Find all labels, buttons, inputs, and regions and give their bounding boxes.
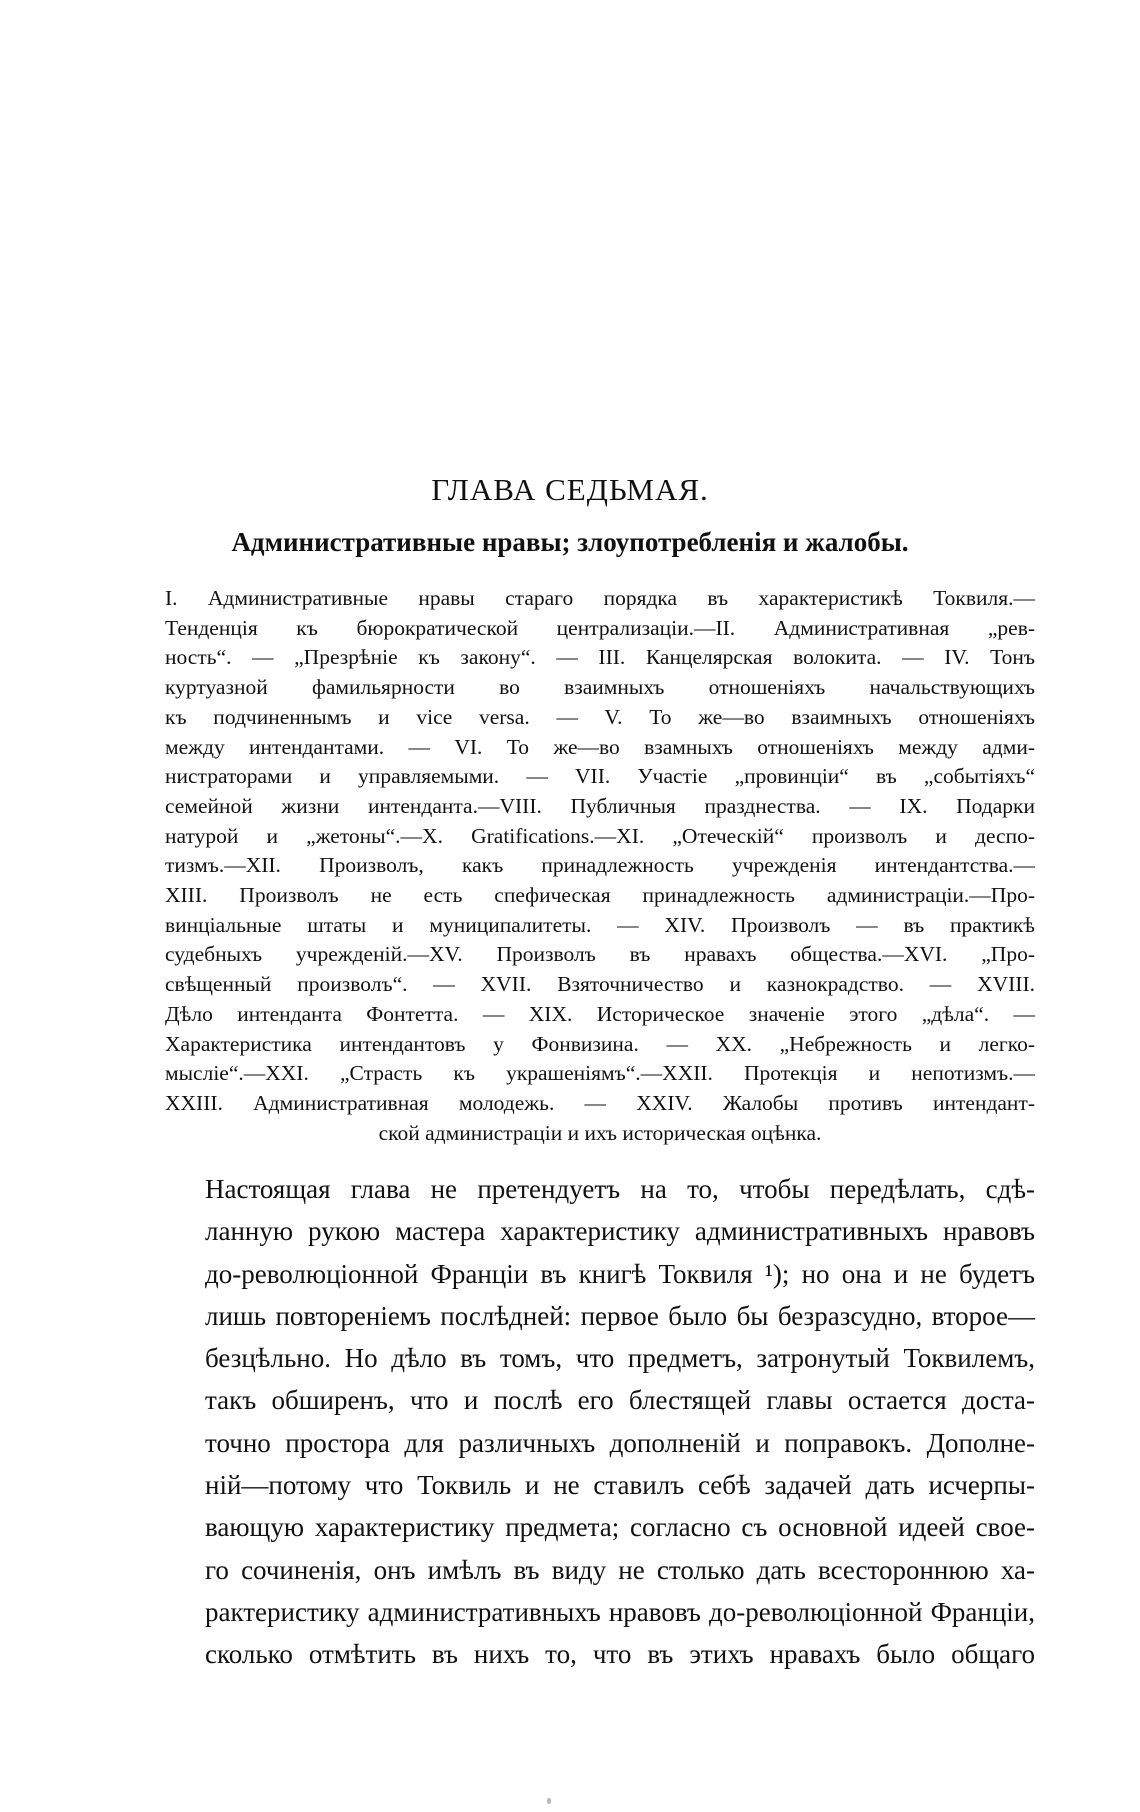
summary-line: XIII. Произволъ не есть спефическая принадлежность администраціи.—Про- <box>165 883 1035 908</box>
summary-line: мысліе“.—XXI. „Страсть къ украшеніямъ“.—XXII. Протекція и непотизмъ.— <box>165 1061 1035 1086</box>
body-line: вающую характеристику предмета; согласно съ основной идеей свое- <box>205 1512 1035 1543</box>
body-line: ній—потому что Токвиль и не ставилъ себѣ задачей дать исчерпы- <box>205 1470 1035 1501</box>
summary-line: ность“. — „Презрѣніе къ закону“. — III. Канцелярская волокита. — IV. Тонъ <box>165 645 1035 670</box>
summary-line: Дѣло интенданта Фонтетта. — XIX. Историческое значеніе этого „дѣла“. — <box>165 1001 1035 1026</box>
summary-line: Тенденція къ бюрократической централизаціи.—II. Административная „рев- <box>165 615 1035 640</box>
chapter-title: ГЛАВА СЕДЬМАЯ. <box>431 472 709 507</box>
chapter-summary <box>165 584 1035 1148</box>
summary-line: тизмъ.—XII. Произволъ, какъ принадлежность учрежденія интендантства.— <box>165 853 1035 878</box>
summary-line: куртуазной фамильярности во взаимныхъ отношеніяхъ начальствующихъ <box>165 675 1035 700</box>
body-line: лишь повтореніемъ послѣдней: первое было бы безразсудно, второе— <box>205 1300 1035 1331</box>
summary-line: судебныхъ учрежденій.—XV. Произволъ въ нравахъ общества.—XVI. „Про- <box>165 942 1035 967</box>
body-line: точно простора для различныхъ дополненій и поправокъ. Дополне- <box>205 1427 1035 1458</box>
summary-line: натурой и „жетоны“.—X. Gratifications.—XI. „Отеческій“ произволъ и деспо- <box>165 823 1035 848</box>
summary-line: между интендантами. — VI. То же—во взамныхъ отношеніяхъ между адми- <box>165 734 1035 759</box>
chapter-subtitle: Административные нравы; злоупотребленія и жалобы. <box>231 527 909 557</box>
body-line: до-революціонной Франціи въ книгѣ Токвиля ¹); но она и не будетъ <box>205 1258 1035 1289</box>
page-speck <box>547 1798 551 1804</box>
summary-line: винціальные штаты и муниципалитеты. — XIV. Произволъ — въ практикѣ <box>165 912 1035 937</box>
summary-line: свѣщенный произволъ“. — XVII. Взяточничество и казнокрадство. — XVIII. <box>165 972 1035 997</box>
summary-line: Характеристика интендантовъ у Фонвизина. — XX. „Небрежность и легко- <box>165 1031 1035 1056</box>
body-paragraph <box>205 1168 1035 1676</box>
summary-line: семейной жизни интенданта.—VIII. Публичныя празднества. — IX. Подарки <box>165 793 1035 818</box>
body-line: ланную рукою мастера характеристику административныхъ нравовъ <box>205 1216 1035 1247</box>
body-line: такъ обширенъ, что и послѣ его блестящей главы остается доста- <box>205 1385 1035 1416</box>
body-line: го сочиненія, онъ имѣлъ въ виду не столько дать всестороннюю ха- <box>205 1554 1035 1585</box>
summary-line: XXIII. Административная молодежь. — XXIV. Жалобы противъ интендант- <box>165 1090 1035 1115</box>
summary-line: нистраторами и управляемыми. — VII. Участіе „провинціи“ въ „событіяхъ“ <box>165 764 1035 789</box>
body-line: рактеристику административныхъ нравовъ до-революціонной Франціи, <box>205 1596 1035 1627</box>
body-line: безцѣльно. Но дѣло въ томъ, что предметъ, затронутый Токвилемъ, <box>205 1343 1035 1374</box>
summary-line: ской администраціи и ихъ историческая оцѣнка. <box>378 1120 822 1145</box>
summary-line: къ подчиненнымъ и vice versa. — V. То же—во взаимныхъ отношеніяхъ <box>165 704 1035 729</box>
body-line: Настоящая глава не претендуетъ на то, чтобы передѣлать, сдѣ- <box>205 1174 1035 1204</box>
body-line: сколько отмѣтить въ нихъ то, что въ этихъ нравахъ было общаго <box>205 1639 1035 1670</box>
summary-line: I. Административные нравы стараго порядка въ характеристикѣ Токвиля.— <box>165 586 1035 610</box>
